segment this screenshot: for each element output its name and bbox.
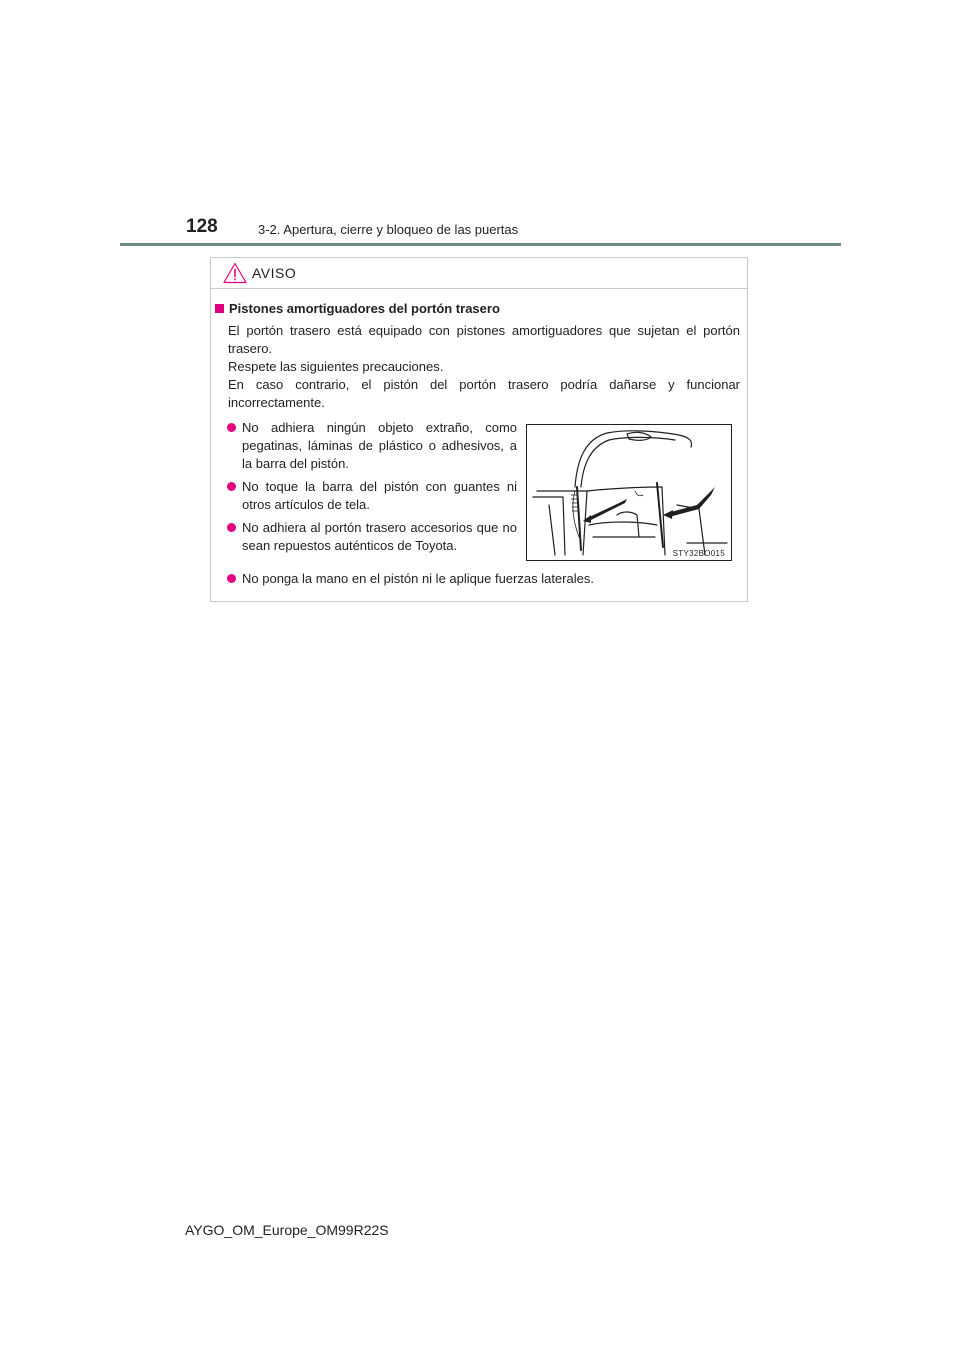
square-bullet-icon (215, 304, 224, 313)
notice-label: AVISO (252, 265, 297, 281)
list-item-text: No ponga la mano en el pistón ni le aplique fuerzas laterales. (242, 571, 594, 586)
bullet-dot-icon (227, 523, 236, 532)
warning-notice-box (210, 257, 748, 602)
list-item (225, 570, 742, 588)
document-code: AYGO_OM_Europe_OM99R22S (185, 1222, 389, 1238)
section-title: 3-2. Apertura, cierre y bloqueo de las puertas (258, 222, 519, 237)
list-item-text: No adhiera al portón trasero accesorios que no sean repuestos auténticos de Toyota. (242, 520, 517, 553)
list-item (225, 419, 517, 473)
header-rule (120, 243, 841, 246)
notice-header (211, 258, 747, 289)
list-item-text: No adhiera ningún objeto extraño, como pegatinas, láminas de plástico o adhesivos, a la barra del pistón. (242, 420, 517, 471)
bullet-dot-icon (227, 482, 236, 491)
bullet-list (225, 419, 517, 560)
bullet-dot-icon (227, 574, 236, 583)
bullet-dot-icon (227, 423, 236, 432)
notice-heading (215, 301, 500, 316)
paragraph: Respete las siguientes precauciones. (228, 359, 444, 374)
notice-paragraphs (228, 322, 740, 412)
page-number: 128 (186, 216, 218, 237)
notice-heading-text: Pistones amortiguadores del portón trasero (229, 301, 500, 316)
list-item-text: No toque la barra del pistón con guantes ni otros artículos de tela. (242, 479, 517, 512)
paragraph: El portón trasero está equipado con pistones amortiguadores que sujetan el portón trasero. (228, 323, 740, 356)
paragraph: En caso contrario, el pistón del portón trasero podría dañarse y funcionar incorrectamente. (228, 377, 740, 410)
figure-code: STY32BO015 (672, 549, 725, 558)
tailgate-drawing (527, 425, 731, 560)
list-item (225, 478, 517, 514)
tailgate-damper-illustration (526, 424, 732, 561)
notice-body (211, 289, 747, 601)
warning-triangle-icon (223, 262, 247, 289)
list-item (225, 519, 517, 555)
